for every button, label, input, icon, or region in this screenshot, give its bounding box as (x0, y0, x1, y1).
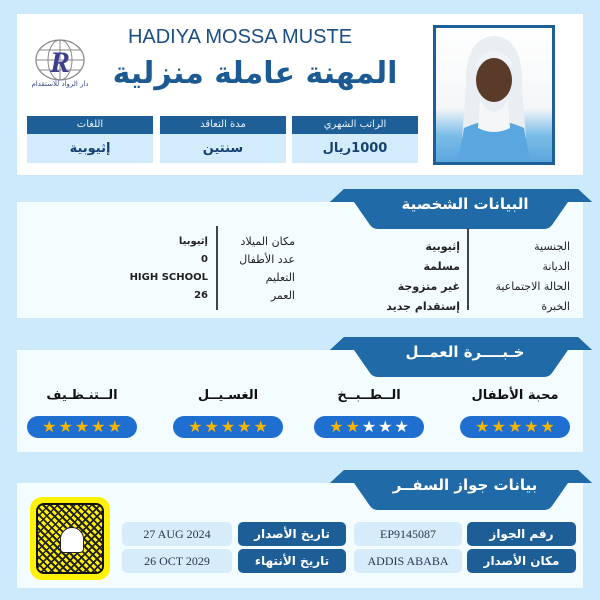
person-photo-icon (436, 28, 552, 162)
skill-cleaning (27, 388, 137, 438)
star-icon: ★ (107, 417, 122, 436)
skill-laundry (173, 388, 283, 438)
star-empty-icon: ★ (378, 417, 393, 436)
star-icon: ★ (237, 417, 252, 436)
birthplace-label: مكان الميلاد (240, 235, 295, 248)
issue-place-value: ADDIS ABABA (354, 549, 462, 573)
star-rating (27, 416, 137, 438)
skill-childcare (460, 388, 570, 438)
passport-title: بيانات جواز السفــر (392, 476, 538, 494)
marital-status-value: غير متزوجة (397, 280, 460, 293)
star-rating (460, 416, 570, 438)
work-ribbon (330, 337, 592, 379)
snapchat-ghost-icon (60, 527, 84, 553)
star-empty-icon: ★ (394, 417, 409, 436)
personal-right-labels (480, 237, 570, 317)
qr-code-icon (36, 503, 104, 574)
expiry-date-label: تاريخ الأنتهاء (238, 549, 346, 573)
marital-status-label: الحالة الاجتماعية (495, 280, 570, 293)
expiry-date-value: 26 OCT 2029 (122, 549, 232, 573)
globe-logo-icon (30, 36, 90, 84)
skill-name: الغسـيــل (197, 388, 259, 403)
passport-ribbon (330, 470, 592, 512)
religion-label: الديانة (542, 260, 570, 273)
star-icon: ★ (253, 417, 268, 436)
age-value: 26 (194, 290, 208, 301)
contract-label: مدة التعاقد (160, 116, 286, 134)
star-icon: ★ (42, 417, 57, 436)
issue-date-label: تاريخ الأصدار (238, 522, 346, 546)
experience-label: الخبرة (541, 300, 570, 313)
personal-left-labels (220, 233, 295, 305)
issue-place-label: مكان الأصدار (467, 549, 576, 573)
star-icon: ★ (91, 417, 106, 436)
salary-value: 1000ريال (292, 134, 418, 163)
birthplace-value: إثيوبيا (178, 236, 208, 247)
salary-label: الراتب الشهري (292, 116, 418, 134)
contract-value: سنتين (160, 134, 286, 163)
education-value: HIGH SCHOOL (129, 272, 208, 283)
divider (216, 226, 218, 310)
children-value: 0 (201, 254, 208, 265)
star-icon: ★ (491, 417, 506, 436)
personal-left-values (110, 233, 208, 305)
nationality-label: الجنسية (534, 240, 570, 253)
worker-name: HADIYA MOSSA MUSTE (127, 26, 353, 48)
languages-value: إثيوبية (27, 134, 153, 163)
star-icon: ★ (74, 417, 90, 436)
star-icon: ★ (507, 417, 523, 436)
star-icon: ★ (220, 417, 236, 436)
star-icon: ★ (329, 417, 344, 436)
education-label: التعليم (265, 271, 295, 284)
age-label: العمر (270, 289, 295, 302)
personal-right-values (340, 237, 460, 317)
skill-cooking (314, 388, 424, 438)
nationality-value: إثيوبية (425, 240, 460, 253)
star-icon: ★ (475, 417, 490, 436)
skill-name: محبة الأطفال (471, 388, 559, 403)
passport-number-value: EP9145087 (354, 522, 462, 546)
star-empty-icon: ★ (361, 417, 377, 436)
company-name: دار الرواد للاستقدام (31, 80, 89, 88)
snapcode[interactable] (30, 497, 110, 580)
star-icon: ★ (524, 417, 539, 436)
star-rating (314, 416, 424, 438)
star-icon: ★ (345, 417, 360, 436)
personal-ribbon (330, 189, 592, 231)
contract-cell (160, 116, 286, 163)
languages-label: اللغات (27, 116, 153, 134)
star-icon: ★ (188, 417, 203, 436)
languages-cell (27, 116, 153, 163)
children-label: عدد الأطفال (239, 253, 295, 266)
worker-photo (433, 25, 555, 165)
star-icon: ★ (58, 417, 73, 436)
passport-number-label: رقم الجواز (467, 522, 576, 546)
svg-text:R: R (49, 46, 71, 79)
issue-date-value: 27 AUG 2024 (122, 522, 232, 546)
divider (467, 228, 469, 310)
religion-value: مسلمة (423, 260, 460, 273)
work-title: خـبــــرة العمــل (405, 343, 525, 361)
star-rating (173, 416, 283, 438)
skill-name: الــطــبــخ (337, 388, 401, 403)
personal-title: البيانات الشخصية (401, 195, 529, 213)
skill-name: الــتنـظـيف (46, 388, 118, 403)
star-icon: ★ (540, 417, 555, 436)
salary-cell (292, 116, 418, 163)
job-title: المهنة عاملة منزلية (112, 56, 398, 91)
experience-value: إستقدام جديد (386, 300, 460, 313)
star-icon: ★ (204, 417, 219, 436)
